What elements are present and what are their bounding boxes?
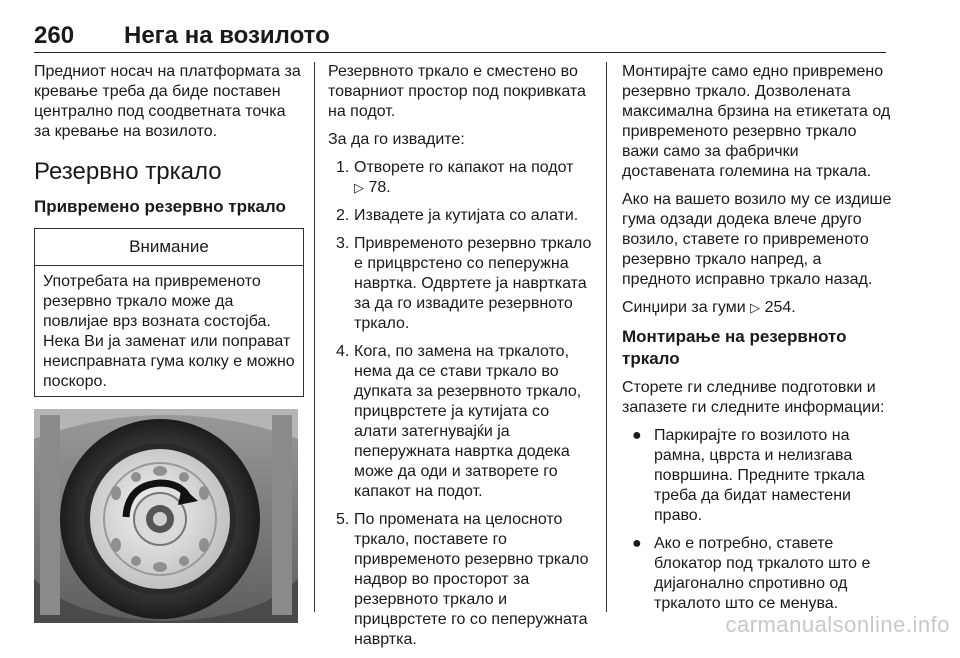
tyre-chains-text: Синџири за гуми <box>622 299 746 316</box>
subsection-title-temporary-spare: Привремено резервно тркало <box>34 197 286 216</box>
reference-arrow-icon: ▷ <box>354 180 364 195</box>
step-item <box>328 342 593 502</box>
remove-intro: За да го извадите: <box>328 131 465 148</box>
reference-page: 78. <box>368 179 391 196</box>
warning-text: Употребата на привременото резервно тркало може да повлијае врз возната состојба. Нека Ви ја заменат или поправат неисправната гума колку е можно поскоро. <box>43 273 295 390</box>
bullet-icon: ● <box>632 535 642 552</box>
list-item-text: Ако е потребно, ставете блокатор под тркалото што е дијагонално спротивно од тркалото што се менува. <box>654 535 871 612</box>
step-number: 4. <box>336 343 350 360</box>
step-text: Отворете го капакот на подот <box>354 159 574 176</box>
section-title-spare-wheel: Резервно тркало <box>34 158 222 185</box>
intro-paragraph: Предниот носач на платформата за кревање треба да биде поставен централно под соодветната точка за кревање на возилото. <box>34 63 301 140</box>
section-title-fitting-spare: Монтирање на резервното тркало <box>622 327 847 368</box>
column-right <box>622 62 892 622</box>
warning-title: Внимание <box>35 229 303 266</box>
page-reference[interactable] <box>750 299 796 316</box>
step-text: Кога, по замена на тркалото, нема да се стави тркало во дупката за резервното тркало, прицврстете ја кутијата со алати затегнувајќи ја пеперужната навртка додека може да оди и затворете го капакот на подот. <box>354 343 582 500</box>
removal-steps <box>328 158 593 650</box>
step-text: Привременото резервно тркало е прицврстено со пеперужна навртка. Одвртете ја навртката за да го извадите резервното тркало. <box>354 235 592 332</box>
spare-wheel-illustration <box>34 409 298 623</box>
step-text: Извадете ја кутијата со алати. <box>354 207 579 224</box>
column-middle <box>328 62 593 658</box>
step-item <box>328 158 593 198</box>
list-item-text: Паркирајте го возилото на рамна, цврста и нелизгава површина. Предните тркала треба да бидат наместени право. <box>654 427 865 524</box>
reference-arrow-icon: ▷ <box>750 300 761 315</box>
warning-box <box>34 228 304 397</box>
step-number: 5. <box>336 511 350 528</box>
tyre-chains-reference <box>622 298 892 318</box>
step-text: По промената на целосното тркало, поставете го привременото резервно тркало надвор во просторот за резервното тркало и прицврстете го со пеперужната навртка. <box>354 511 589 648</box>
page-number: 260 <box>34 22 75 49</box>
page-title: Нега на возилото <box>124 22 330 49</box>
storage-paragraph: Резервното тркало е сместено во товарниот простор под покривката на подот. <box>328 63 586 120</box>
spare-wheel-drawing <box>34 409 298 623</box>
step-number: 2. <box>336 207 350 224</box>
list-item <box>622 426 892 526</box>
page-reference[interactable] <box>354 179 391 196</box>
step-number: 3. <box>336 235 350 252</box>
page-header <box>34 18 886 53</box>
watermark: carmanualsonline.info <box>725 612 950 637</box>
column-divider <box>314 62 315 612</box>
step-item <box>328 206 593 226</box>
step-item <box>328 510 593 650</box>
preparation-intro: Сторете ги следниве подготовки и запазете ги следните информации: <box>622 379 885 416</box>
list-item <box>622 534 892 614</box>
towing-paragraph: Ако на вашето возило му се издише гума одзади додека влече друго возило, ставете го привременото резервно тркало напред, а предното исправно тркало назад. <box>622 191 892 288</box>
preparation-list <box>622 426 892 614</box>
reference-page: 254. <box>764 299 796 316</box>
step-item <box>328 234 593 334</box>
step-number: 1. <box>336 159 350 176</box>
single-spare-paragraph: Монтирајте само едно привремено резервно тркало. Дозволената максимална брзина на етикетата од привременото резервно тркало важи само за фабрички доставената големина на тркала. <box>622 63 891 180</box>
column-divider <box>606 62 607 612</box>
bullet-icon: ● <box>632 427 642 444</box>
column-left <box>34 62 304 623</box>
